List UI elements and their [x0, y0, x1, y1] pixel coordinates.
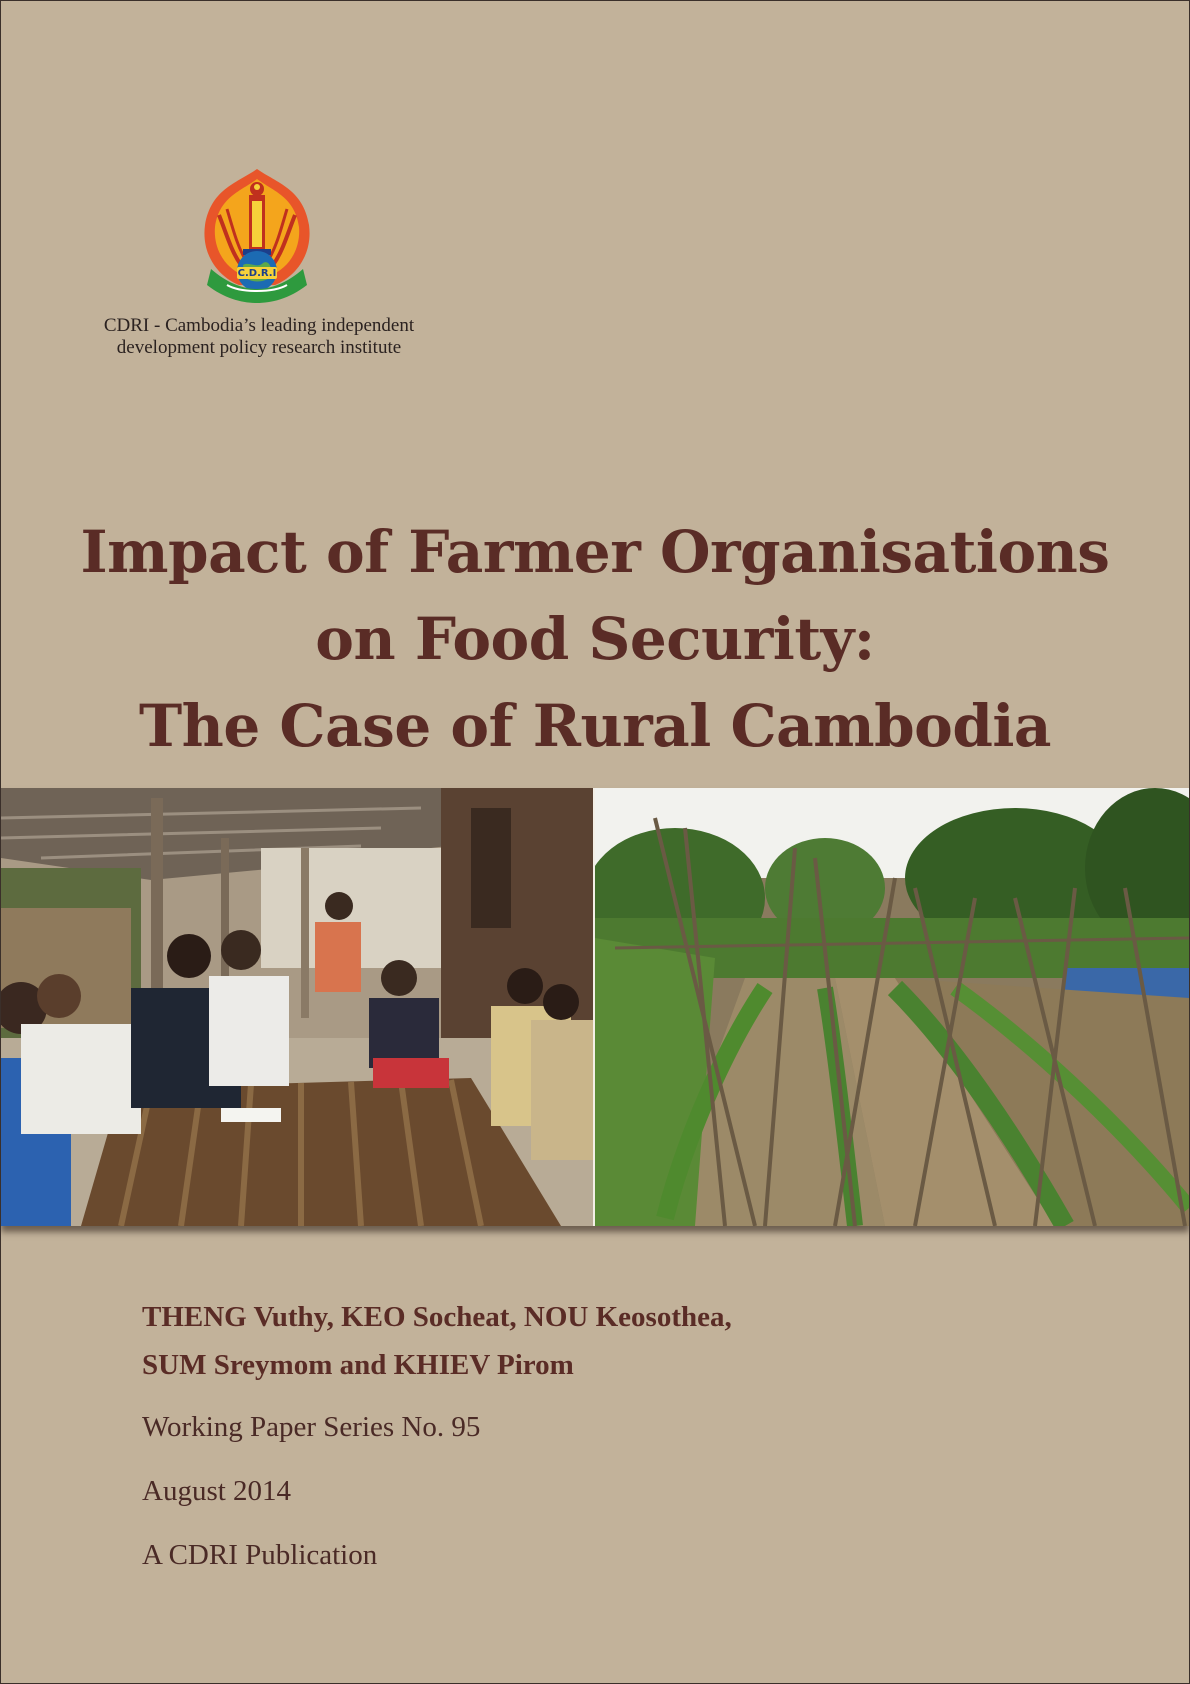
- photo-farmer-meeting: [1, 788, 593, 1226]
- cdri-emblem-icon: [197, 165, 317, 305]
- authors-line-2: SUM Sreymom and KHIEV Pirom: [142, 1349, 574, 1381]
- publisher-line: A CDRI Publication: [142, 1539, 378, 1571]
- tagline-line-2: development policy research institute: [116, 337, 402, 358]
- report-title: [41, 509, 1149, 770]
- authors: [142, 1293, 1042, 1389]
- logo-wordmark: C.D.R.I: [237, 268, 277, 279]
- title-line-1: Impact of Farmer Organisations: [80, 518, 1110, 586]
- tagline-line-1: CDRI - Cambodia’s leading independent: [103, 315, 415, 336]
- cdri-logo: [197, 165, 317, 305]
- photo-vegetable-field: [595, 788, 1189, 1226]
- publisher-tagline: [71, 315, 447, 359]
- publication-date: August 2014: [142, 1475, 292, 1507]
- series-number: Working Paper Series No. 95: [142, 1411, 481, 1443]
- authors-line-1: THENG Vuthy, KEO Socheat, NOU Keosothea,: [142, 1301, 732, 1333]
- title-line-2: on Food Security:: [315, 605, 875, 673]
- title-line-3: The Case of Rural Cambodia: [139, 692, 1051, 760]
- cover-photo-strip: [1, 788, 1189, 1226]
